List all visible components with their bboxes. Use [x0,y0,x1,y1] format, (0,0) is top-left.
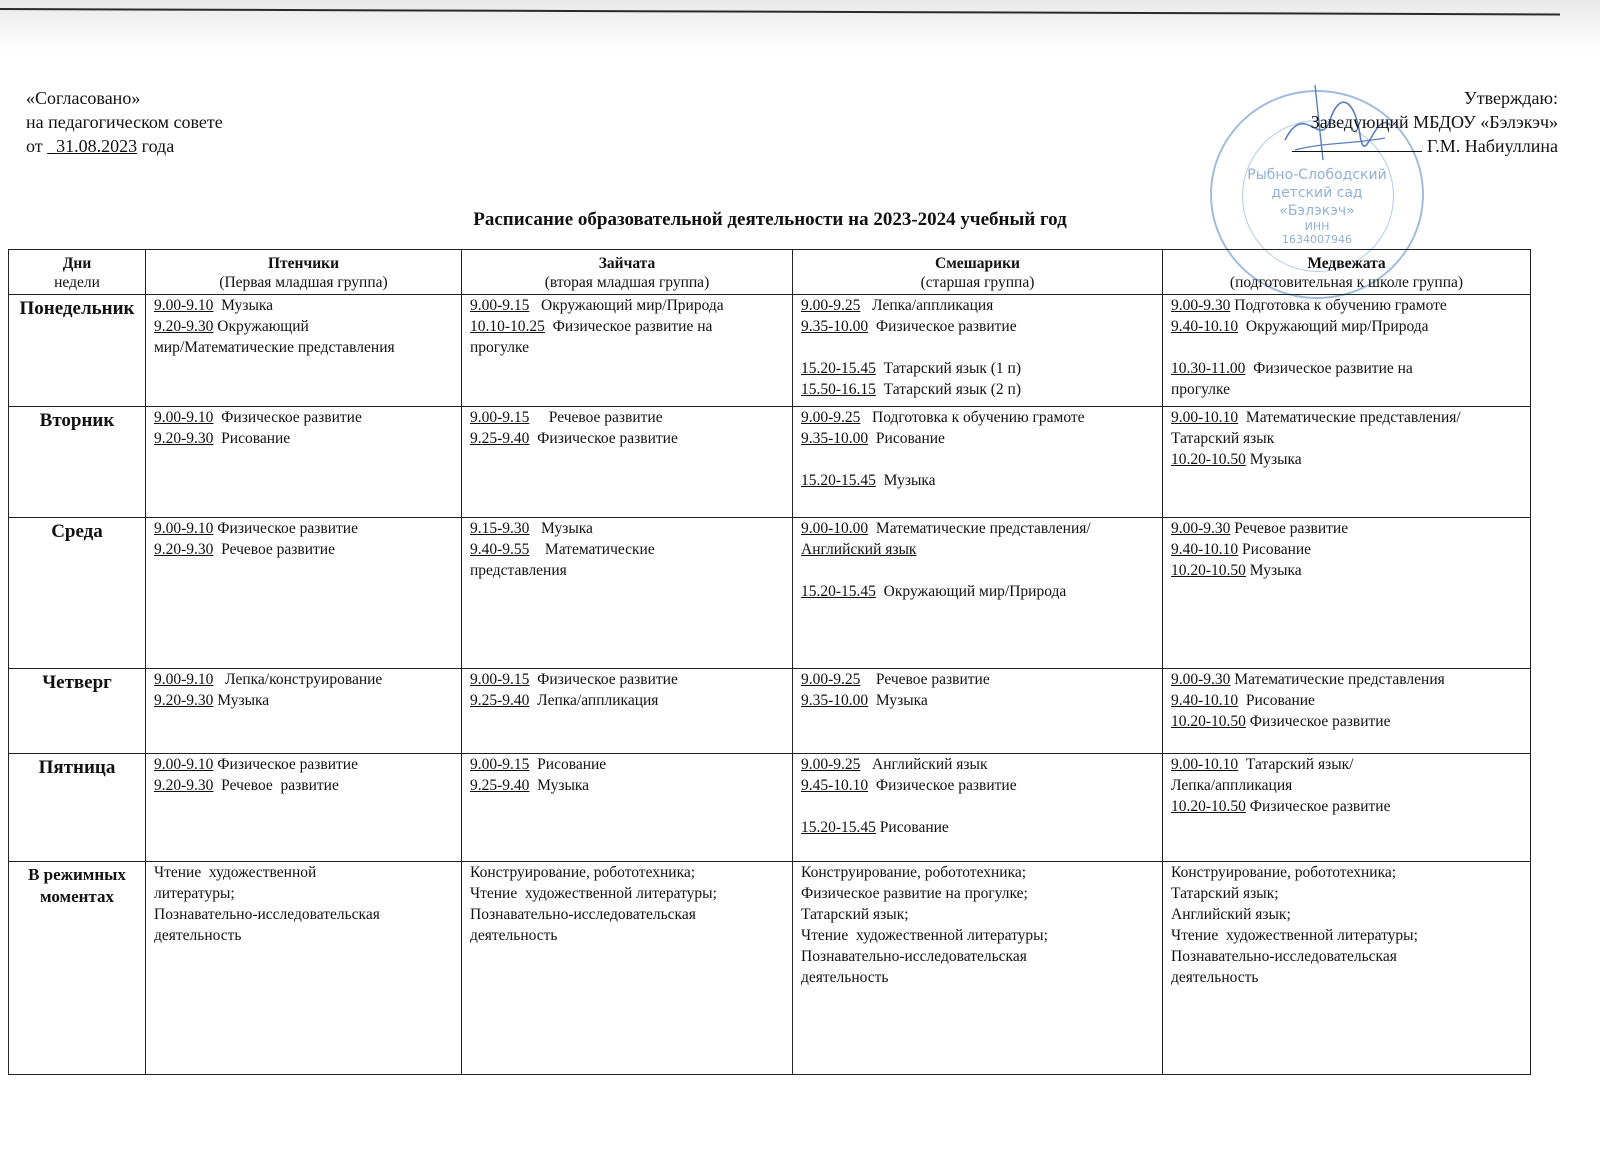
activity: Математические представления/ [868,520,1091,537]
time-slot: 9.00-9.25 [801,409,861,426]
activity: Чтение художественной [154,864,317,881]
schedule-cell [793,407,1163,518]
day-cell: Пятница [9,754,146,862]
activity: Окружающий мир/Природа [875,583,1067,600]
time-slot: 10.10-10.25 [470,318,545,335]
activity: Музыка [875,472,936,489]
activity: Рисование [868,430,945,447]
activity: деятельность [1171,969,1259,986]
schedule-entry [801,946,1154,967]
schedule-cell [146,669,462,754]
day-cell: В режимных моментах [9,862,146,1075]
activity: Физическое развитие [868,777,1017,794]
schedule-entry [1171,883,1522,904]
schedule-entry [1171,796,1522,817]
column-header-group: Медвежата (подготовительная к школе группа) [1163,250,1531,295]
activity: Музыка [868,692,928,709]
day-cell: Вторник [9,407,146,518]
activity: Математические представления [1230,671,1445,688]
activity: Подготовка к обучению грамоте [1230,297,1447,314]
schedule-entry [470,407,784,428]
time-slot: 9.00-10.10 [1171,409,1239,426]
column-header-day: Дни недели [9,250,146,295]
agreement-date-line: от 31.08.2023 года [26,136,175,156]
activity: Рисование [875,819,949,836]
activity: Математические представления/ [1238,409,1461,426]
agreement-block [26,86,223,158]
activity: мир/Математические представления [154,339,395,356]
schedule-entry [1171,862,1522,883]
schedule-entry [470,883,784,904]
activity: представления [470,562,567,579]
schedule-entry [1171,539,1522,560]
activity: Чтение художественной литературы; [470,885,717,902]
agreement-date: 31.08.2023 [56,136,138,156]
schedule-entry [470,539,784,560]
approval-block [1292,86,1558,158]
time-slot: 9.00-9.10 [154,297,214,314]
activity: Татарский язык/ [1238,756,1354,773]
activity: Физическое развитие [1245,798,1391,815]
time-slot: 15.20-15.45 [801,583,876,600]
organization-stamp: Рыбно-Слободский детский сад «Бэлэкэч» ИНН 1634007946 [1210,90,1424,299]
time-slot: 9.00-10.10 [1171,756,1239,773]
schedule-entry [154,428,453,449]
activity: Математические [529,541,655,558]
document-title: Расписание образовательной деятельности на 2023-2024 учебный год [473,209,1067,230]
schedule-entry [801,754,1154,775]
agreement-title: «Согласовано» [26,88,141,108]
schedule-entry [1171,925,1522,946]
time-slot: 9.40-9.55 [470,541,530,558]
time-slot: 9.40-10.10 [1171,318,1239,335]
time-slot: 9.00-9.15 [470,756,530,773]
schedule-cell [146,754,462,862]
activity: Рисование [1238,692,1315,709]
schedule-entry [1171,754,1522,775]
schedule-entry [801,862,1154,883]
schedule-entry [470,669,784,690]
schedule-entry [801,539,1154,560]
activity: Речевое развитие [213,777,339,794]
time-slot: 9.35-10.00 [801,692,869,709]
schedule-cell [146,407,462,518]
time-slot: 9.20-9.30 [154,318,214,335]
schedule-cell [793,295,1163,407]
activity: Чтение художественной литературы; [801,927,1048,944]
activity: Познавательно-исследовательская [470,906,696,923]
schedule-entry [1171,946,1522,967]
schedule-cell [146,862,462,1075]
schedule-entry [154,539,453,560]
schedule-entry [801,337,1154,358]
activity: Речевое развитие [213,541,335,558]
schedule-entry [801,669,1154,690]
schedule-entry [470,337,784,358]
activity: Конструирование, робототехника; [470,864,696,881]
schedule-entry [801,518,1154,539]
time-slot: 9.25-9.40 [470,777,530,794]
activity: Подготовка к обучению грамоте [860,409,1085,426]
activity: Татарский язык (1 п) [875,360,1022,377]
schedule-entry [154,925,453,946]
activity: Окружающий [213,318,309,335]
activity: Татарский язык; [1171,885,1279,902]
schedule-entry [470,316,784,337]
table-header-row [9,250,1531,295]
schedule-entry [801,581,1154,602]
schedule-entry [470,560,784,581]
schedule-cell [1163,862,1531,1075]
column-header-group: Смешарики (старшая группа) [793,250,1163,295]
schedule-cell [462,862,793,1075]
time-slot: 9.00-9.30 [1171,297,1231,314]
time-slot: 15.20-15.45 [801,360,876,377]
activity: Речевое развитие [860,671,990,688]
table-row [9,669,1531,754]
activity: Рисование [1238,541,1312,558]
schedule-entry [801,883,1154,904]
time-slot: 9.25-9.40 [470,430,530,447]
schedule-entry [1171,669,1522,690]
schedule-table [8,249,1531,1075]
activity: прогулке [470,339,529,356]
director-name: Г.М. Набиуллина [1426,136,1558,156]
table-row [9,754,1531,862]
activity: Физическое развитие [213,520,358,537]
activity: прогулке [1171,381,1230,398]
activity: Познавательно-исследовательская [801,948,1027,965]
time-slot: 9.20-9.30 [154,430,214,447]
activity: Конструирование, робототехника; [1171,864,1397,881]
time-slot: 9.35-10.00 [801,318,869,335]
activity: Лепка/аппликация [529,692,659,709]
table-row [9,295,1531,407]
schedule-entry [470,925,784,946]
time-slot: 9.20-9.30 [154,777,214,794]
activity: Физическое развитие на [544,318,713,335]
schedule-entry [801,407,1154,428]
schedule-entry [470,775,784,796]
activity: деятельность [470,927,558,944]
time-slot: 9.45-10.10 [801,777,869,794]
activity: Речевое развитие [529,409,663,426]
schedule-entry [154,407,453,428]
schedule-entry [154,316,453,337]
schedule-entry [470,862,784,883]
time-slot: 9.20-9.30 [154,692,214,709]
activity: Окружающий мир/Природа [1238,318,1429,335]
schedule-entry [801,449,1154,470]
schedule-cell [1163,518,1531,669]
schedule-entry [1171,711,1522,732]
schedule-entry [1171,379,1522,400]
activity: Физическое развитие на прогулке; [801,885,1028,902]
column-header-group: Птенчики (Первая младшая группа) [146,250,462,295]
time-slot: 9.00-9.30 [1171,520,1231,537]
schedule-cell [1163,669,1531,754]
schedule-entry [1171,316,1522,337]
schedule-entry [154,754,453,775]
activity: Английский язык [860,756,988,773]
time-slot: 9.20-9.30 [154,541,214,558]
time-slot: 9.00-9.25 [801,756,861,773]
time-slot: 9.40-10.10 [1171,692,1239,709]
time-slot: 9.00-9.15 [470,671,530,688]
activity: деятельность [154,927,242,944]
schedule-entry [470,518,784,539]
schedule-entry [470,295,784,316]
time-slot: Английский язык [801,541,917,558]
time-slot: 10.20-10.50 [1171,713,1246,730]
schedule-cell [793,518,1163,669]
schedule-entry [154,690,453,711]
schedule-cell [146,518,462,669]
activity: Познавательно-исследовательская [1171,948,1397,965]
schedule-entry [1171,295,1522,316]
schedule-entry [801,428,1154,449]
schedule-entry [154,862,453,883]
scan-edge [0,0,1600,52]
schedule-entry [154,904,453,925]
schedule-entry [1171,428,1522,449]
time-slot: 9.00-9.30 [1171,671,1231,688]
schedule-entry [801,379,1154,400]
schedule-entry [801,470,1154,491]
schedule-entry [154,518,453,539]
time-slot: 9.00-9.15 [470,409,530,426]
activity: Физическое развитие [868,318,1017,335]
activity: Физическое развитие [213,756,358,773]
schedule-cell [462,669,793,754]
schedule-entry [801,690,1154,711]
activity: Познавательно-исследовательская [154,906,380,923]
schedule-entry [801,358,1154,379]
activity: Физическое развитие [529,671,678,688]
schedule-entry [801,967,1154,988]
activity: Окружающий мир/Природа [529,297,724,314]
schedule-entry [1171,967,1522,988]
time-slot: 9.00-9.10 [154,671,214,688]
activity: Английский язык; [1171,906,1291,923]
schedule-entry [1171,518,1522,539]
activity: Музыка [529,520,593,537]
schedule-entry [801,316,1154,337]
schedule-entry [801,295,1154,316]
approval-signature-line [1292,134,1558,158]
activity: Татарский язык (2 п) [875,381,1022,398]
activity: Рисование [213,430,291,447]
schedule-entry [470,904,784,925]
schedule-cell [1163,295,1531,407]
activity: Музыка [213,297,274,314]
schedule-entry [801,796,1154,817]
activity: Рисование [529,756,607,773]
activity: Музыка [213,692,270,709]
schedule-cell [793,754,1163,862]
time-slot: 9.35-10.00 [801,430,869,447]
schedule-entry [1171,904,1522,925]
schedule-cell [1163,754,1531,862]
time-slot: 9.00-9.25 [801,671,861,688]
schedule-entry [801,560,1154,581]
schedule-cell [462,518,793,669]
schedule-entry [154,775,453,796]
table-row [9,862,1531,1075]
table-row [9,518,1531,669]
schedule-cell [462,295,793,407]
time-slot: 10.30-11.00 [1171,360,1246,377]
schedule-entry [801,925,1154,946]
time-slot: 15.20-15.45 [801,819,876,836]
activity: Физическое развитие [213,409,362,426]
activity: Музыка [1245,451,1302,468]
time-slot: 9.00-9.10 [154,756,214,773]
time-slot: 15.20-15.45 [801,472,876,489]
schedule-cell [793,669,1163,754]
schedule-entry [1171,407,1522,428]
time-slot: 9.15-9.30 [470,520,530,537]
schedule-entry [470,690,784,711]
time-slot: 10.20-10.50 [1171,451,1246,468]
schedule-entry [470,428,784,449]
schedule-entry [1171,337,1522,358]
schedule-entry [1171,358,1522,379]
activity: Речевое развитие [1230,520,1349,537]
day-cell: Четверг [9,669,146,754]
schedule-cell [462,754,793,862]
approval-title: Утверждаю: [1463,88,1558,108]
schedule-entry [801,904,1154,925]
time-slot: 9.00-10.00 [801,520,869,537]
time-slot: 9.00-9.10 [154,409,214,426]
activity: Физическое развитие [529,430,678,447]
approval-position: Заведующий МБДОУ «Бэлэкэч» [1310,112,1558,132]
schedule-entry [1171,560,1522,581]
activity: Музыка [1245,562,1302,579]
activity: деятельность [801,969,889,986]
activity: Татарский язык; [801,906,909,923]
activity: Лепка/конструирование [213,671,383,688]
time-slot: 9.00-9.10 [154,520,214,537]
schedule-cell [793,862,1163,1075]
activity: Музыка [529,777,590,794]
schedule-entry [154,883,453,904]
day-cell: Понедельник [9,295,146,407]
activity: литературы; [154,885,235,902]
time-slot: 9.25-9.40 [470,692,530,709]
schedule-cell [462,407,793,518]
activity: Лепка/аппликация [1171,777,1293,794]
time-slot: 10.20-10.50 [1171,562,1246,579]
schedule-entry [801,775,1154,796]
schedule-entry [470,754,784,775]
schedule-entry [1171,449,1522,470]
schedule-entry [1171,690,1522,711]
column-header-group: Зайчата (вторая младшая группа) [462,250,793,295]
schedule-entry [154,337,453,358]
day-cell: Среда [9,518,146,669]
activity: Татарский язык [1171,430,1275,447]
time-slot: 15.50-16.15 [801,381,876,398]
schedule-cell [146,295,462,407]
time-slot: 10.20-10.50 [1171,798,1246,815]
activity: Физическое развитие на [1245,360,1413,377]
activity: Конструирование, робототехника; [801,864,1027,881]
schedule-entry [154,295,453,316]
time-slot: 9.40-10.10 [1171,541,1239,558]
table-row [9,407,1531,518]
schedule-entry [801,817,1154,838]
time-slot: 9.00-9.25 [801,297,861,314]
agreement-council: на педагогическом совете [26,112,223,132]
schedule-entry [1171,775,1522,796]
time-slot: 9.00-9.15 [470,297,530,314]
activity: Чтение художественной литературы; [1171,927,1418,944]
schedule-cell [1163,407,1531,518]
activity: Физическое развитие [1245,713,1391,730]
activity: Лепка/аппликация [860,297,994,314]
schedule-entry [154,669,453,690]
